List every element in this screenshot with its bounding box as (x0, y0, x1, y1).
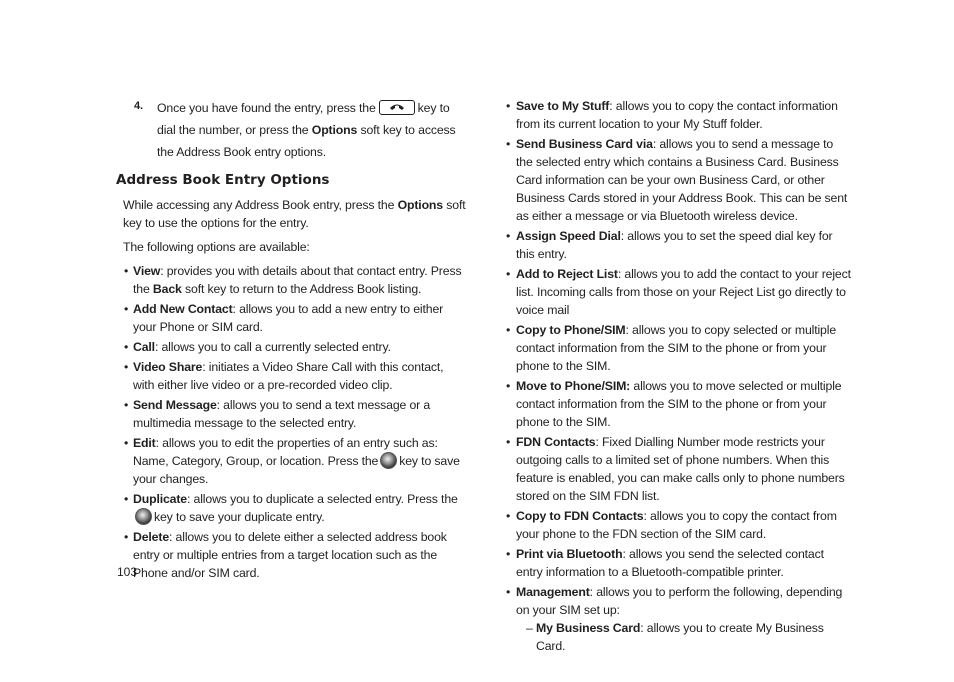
list-item: • Add to Reject List: allows you to add the contact to your reject list. Incoming calls from those on your Reject List go directly to voice mail (506, 267, 851, 317)
list-item: • Assign Speed Dial: allows you to set the speed dial key for this entry. (506, 229, 833, 261)
list-item: • FDN Contacts: Fixed Dialling Number mode restricts your outgoing calls to a limited set of phone numbers. When this feature is enabled, you can make calls only to phone numbers stored on the SIM FDN list. (506, 435, 845, 503)
left-options-list (114, 262, 466, 582)
step-number: 4. (134, 100, 143, 112)
list-item: • Call: allows you to call a currently selected entry. (124, 340, 391, 354)
left-column (114, 97, 466, 584)
ok-key-icon (380, 452, 397, 469)
step-4 (114, 97, 466, 163)
list-item: • Copy to Phone/SIM: allows you to copy selected or multiple contact information from the SIM to the phone or from your phone to the SIM. (506, 323, 837, 373)
right-column (506, 97, 851, 657)
send-key-icon (379, 100, 415, 115)
ok-key-icon (135, 508, 152, 525)
section-heading: Address Book Entry Options (116, 172, 330, 188)
list-item: • Edit: allows you to edit the properties of an entry such as: Name, Category, Group, or location. Press the key to save your changes. (124, 436, 460, 486)
list-item: • Duplicate: allows you to duplicate a selected entry. Press thekey to save your duplicate entry. (124, 492, 458, 524)
list-item: • Send Business Card via: allows you to send a message to the selected entry which contains a Business Card. Business Card information can be your own Business Card, or other Business Cards stored in your Address Book. This can be sent as either a message or via Bluetooth wireless device. (506, 137, 848, 223)
list-item: • View: provides you with details about that contact entry. Press the Back soft key to return to the Address Book listing. (124, 264, 462, 296)
list-item: • Copy to FDN Contacts: allows you to copy the contact from your phone to the FDN section of the SIM card. (506, 509, 837, 541)
step-text: Once you have found the entry, press the key to dial the number, or press the Options soft key to access the Address Book entry options. (157, 101, 456, 159)
list-item: • Delete: allows you to delete either a selected address book entry or multiple entries from a target location such as the Phone and/or SIM card. (124, 530, 447, 580)
page-number: 103 (117, 565, 138, 579)
available-paragraph: The following options are available: (123, 240, 310, 254)
list-item: • Video Share: initiates a Video Share Call with this contact, with either live video or a pre-recorded video clip. (124, 360, 444, 392)
list-item: • Add New Contact: allows you to add a new entry to either your Phone or SIM card. (124, 302, 444, 334)
list-item: • Send Message: allows you to send a text message or a multimedia message to the selected entry. (124, 398, 431, 430)
list-item: • Print via Bluetooth: allows you send the selected contact entry information to a Bluetooth-compatible printer. (506, 547, 824, 579)
list-item: • Move to Phone/SIM: allows you to move selected or multiple contact information from the SIM to the phone or from your phone to the SIM. (506, 379, 842, 429)
right-options-list (506, 97, 851, 655)
sub-list-item: – My Business Card: allows you to create My Business Card. (526, 621, 824, 653)
list-item: • Save to My Stuff: allows you to copy the contact information from its current location to your My Stuff folder. (506, 99, 838, 131)
list-item: • Management: allows you to perform the following, depending on your SIM set up: – My Business Card: allows you to create My Business Card. (506, 583, 851, 655)
intro-paragraph: While accessing any Address Book entry, press the Options soft key to use the options for the entry. (123, 198, 466, 230)
